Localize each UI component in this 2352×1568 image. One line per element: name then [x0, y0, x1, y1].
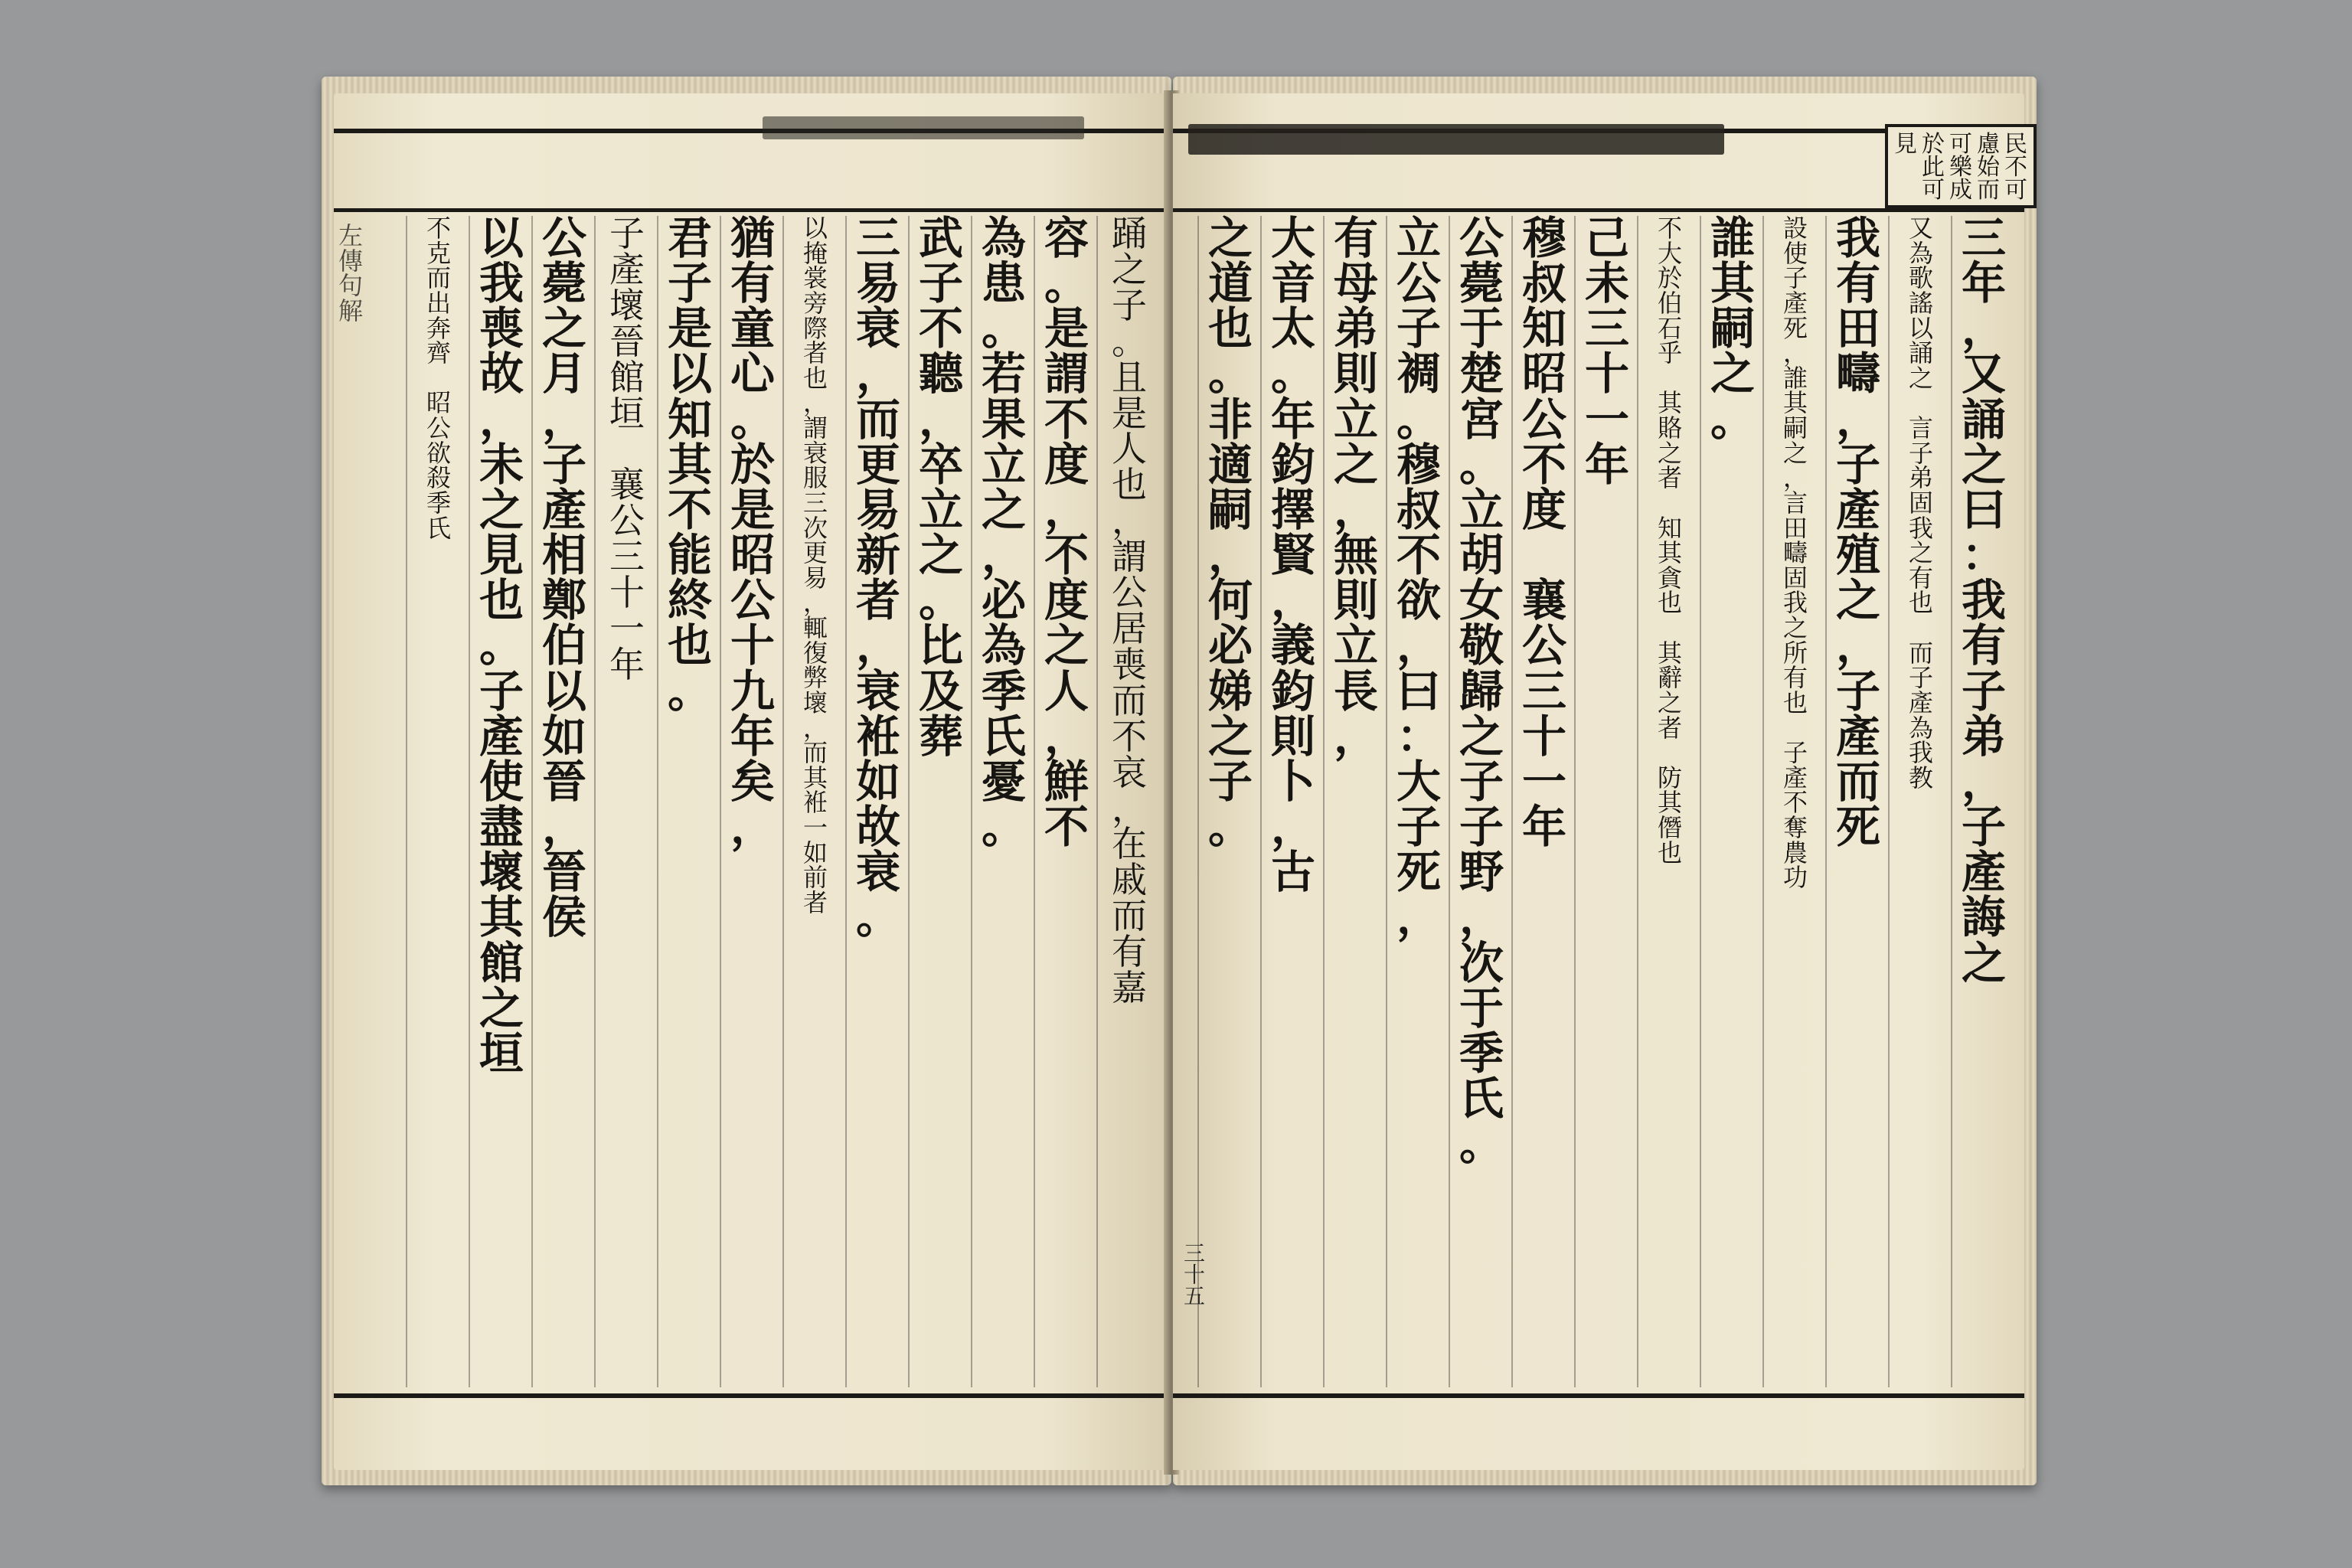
text-column-l4: 武 子 不 聽 ， 卒 立 之 。 比 及 葬: [918, 212, 963, 763]
bottom-rule: [334, 1393, 1170, 1398]
text-column-l3: 為 患 。 若 果 立 之 ， 必 為 季 氏 憂 。: [981, 212, 1026, 854]
text-column-r5: 誰 其 嗣 之 。: [1710, 212, 1755, 446]
text-column-l6: 以 掩 裳 旁 際 者 也 ， 謂 衰 服 三 次 更 易 ， 輒 復 弊 壞 ， 而 其 袵 一 如 前 者: [802, 214, 828, 917]
bottom-rule: [1173, 1393, 2024, 1398]
text-column-l5: 三 易 衰 ， 而 更 易 新 者 ， 衰 袵 如 故 衰 。: [855, 212, 900, 944]
column-rule: [1197, 216, 1199, 1387]
left-page: [334, 93, 1170, 1470]
note-column: 可 樂 成: [1949, 131, 1972, 204]
ink-smudge: [1188, 124, 1724, 155]
right-page: [1173, 93, 2027, 1470]
text-column-l9: 子 產 壞 晉 館 垣 襄 公 三 十 一 年: [609, 213, 645, 685]
text-column-r2: 又 為 歌 謠 以 誦 之 言 子 弟 固 我 之 有 也 而 子 產 為 我 教: [1908, 214, 1933, 792]
text-column-r10: 立 公 子 裯 。 穆 叔 不 欲 ， 曰 ： 大 子 死 ，: [1396, 212, 1441, 944]
text-column-l10: 公 薨 之 月 ， 子 產 相 鄭 伯 以 如 晉 ， 晉 侯: [541, 212, 586, 944]
text-column-r4: 設 使 子 產 死 ， 誰 其 嗣 之 ， 言 田 疇 固 我 之 所 有 也 子 產 不 奪 農 功: [1782, 214, 1808, 893]
text-column-l12: 不 克 而 出 奔 齊 昭 公 欲 殺 季 氏: [426, 214, 451, 543]
note-column: 民 不 可: [2004, 131, 2027, 204]
text-column-r12: 大 音 太 。 年 鈞 擇 賢 ， 義 鈞 則 卜 ， 古: [1270, 212, 1315, 899]
column-rule: [406, 216, 407, 1387]
text-column-l2: 容 。 是 謂 不 度 ， 不 度 之 人 ， 鮮 不: [1044, 212, 1089, 854]
ink-smudge: [763, 116, 1084, 139]
text-column-r13: 之 道 也 。 非 適 嗣 ， 何 必 娣 之 子 。: [1207, 212, 1253, 854]
text-column-r3: 我 有 田 疇 ， 子 產 殖 之 ， 子 產 而 死: [1835, 212, 1880, 854]
open-book: [322, 77, 2037, 1485]
margin-title: 左 傳 句 解: [338, 221, 364, 325]
text-column-l11: 以 我 喪 故 ， 未 之 見 也 。 子 產 使 盡 壞 其 館 之 垣: [479, 212, 524, 1080]
text-column-r11: 有 母 弟 則 立 之 ， 無 則 立 長 ，: [1333, 212, 1378, 763]
right-text-block: [1173, 212, 2024, 1387]
text-column-l1: 踊 之 子 。 且 是 人 也 ， 謂 公 居 喪 而 不 哀 ， 在 戚 而 有 嘉: [1112, 213, 1147, 1009]
marginal-note-box: [1885, 124, 2037, 208]
note-column: 見: [1894, 131, 1917, 158]
text-column-l8: 君 子 是 以 知 其 不 能 終 也 。: [667, 212, 712, 717]
text-column-r8: 穆 叔 知 昭 公 不 度 襄 公 三 十 一 年: [1521, 212, 1566, 854]
text-column-r9: 公 薨 于 楚 宮 。 立 胡 女 敬 歸 之 子 子 野 ， 次 于 季 氏 。: [1459, 212, 1504, 1171]
note-column: 慮 始 而: [1977, 131, 2000, 204]
text-column-r7: 己 未 三 十 一 年: [1584, 212, 1629, 491]
page-number: 三十五: [1181, 1242, 1206, 1306]
text-column-r6: 不 大 於 伯 石 乎 其 賂 之 者 知 其 貪 也 其 辭 之 者 防 其 僭 也: [1657, 214, 1682, 867]
note-column: 於 此 可: [1922, 131, 1945, 204]
left-text-block: [334, 212, 1170, 1387]
text-column-l7: 猶 有 童 心 。 於 是 昭 公 十 九 年 矣 ，: [730, 212, 775, 854]
text-column-r1: 三 年 ， 又 誦 之 曰 ： 我 有 子 弟 ， 子 產 誨 之: [1961, 212, 2006, 989]
